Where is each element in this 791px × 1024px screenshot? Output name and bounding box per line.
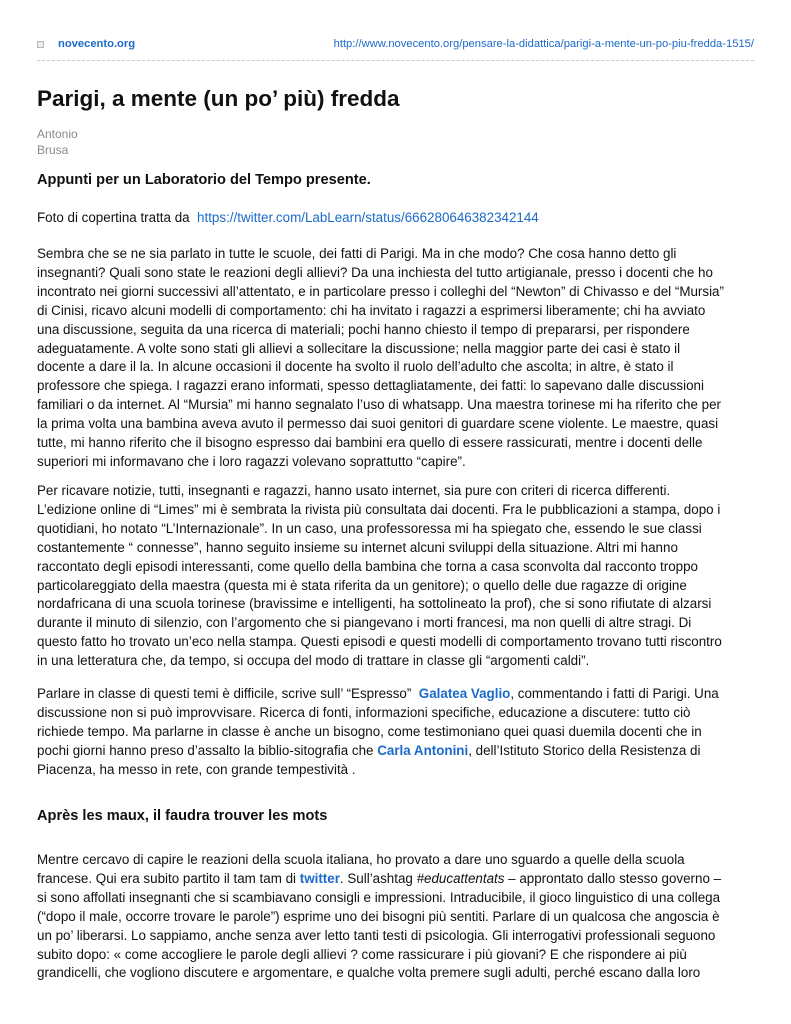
text-line: particolareggiato della maestra (questa mi è stata riferita da un genitore); o quello delle due ragazze di origine (37, 577, 687, 593)
text-segment: , commentando i fatti di Parigi. Una (510, 686, 719, 701)
text-line: una discussione, seguita da una ricerca di materiali; pochi hanno chiesto il tempo di prepararsi, per rispondere (37, 321, 690, 337)
photo-credit (37, 209, 755, 228)
text-segment: Parlare in classe di questi temi è difficile, scrive sull’ “Espresso” (37, 686, 412, 701)
text-line: superiori mi informavano che i loro ragazzi volevano soprattutto “capire”. (37, 453, 466, 469)
text-line: raccontato degli episodi interessanti, come quello della bambina che torna a casa sconvolta dal racconto troppo (37, 558, 699, 574)
twitter-link[interactable]: twitter (299, 870, 340, 886)
text-line: familiari o da internet. Al “Mursia” mi hanno segnalato l’uso di whatsapp. Una maestra torinese mi ha riferito che per (37, 397, 721, 413)
text-segment: francese. Qui era subito partito il tam tam di (37, 870, 296, 886)
section-heading: Après les maux, il faudra trouver les mots (37, 808, 328, 824)
hashtag: #educattentats (416, 870, 505, 886)
text-line: in una letteratura che, da tempo, si occupa del modo di trattare in classe gli “argomenti caldi”. (37, 653, 590, 669)
author-byline (37, 126, 78, 158)
text-line: incontrato nei giorni successivi all’attentato, e in particolare presso i colleghi del “Newton” di Chivasso e del “Mursia” (37, 283, 724, 299)
author-first-name: Antonio (37, 127, 78, 141)
text-segment: pochi giorni hanno preso d’assalto la biblio-sitografia che (37, 742, 374, 758)
text-line: Piacenza, ha messo in rete, con grande tempestività . (37, 761, 356, 777)
text-line: richiede tempo. Ma parlarne in classe è anche un bisogno, come testimoniano quei quasi duemila docenti che in (37, 723, 702, 739)
galatea-vaglio-link[interactable]: Galatea Vaglio (418, 686, 511, 701)
text-segment: , dell’Istituto Storico della Resistenza di (468, 742, 701, 758)
article-title: Parigi, a mente (un po’ più) fredda (37, 86, 400, 111)
text-line: insegnanti? Quali sono state le reazioni degli allievi? Da una inchiesta del tutto artigianale, presso i docenti che ho (37, 264, 713, 280)
text-line: durante il minuto di silenzio, con l’argomento che si piangevano i morti francesi, ma non quelli di altre stragi. Di (37, 615, 692, 631)
paragraph-1 (37, 245, 755, 472)
page-header (37, 30, 754, 60)
photo-credit-label: Foto di copertina tratta da (37, 210, 190, 225)
paragraph-2 (37, 482, 755, 671)
text-line: la prima volta una bambina aveva avuto il permesso dai suoi genitori di guardare scene violente. Le maestre, quasi (37, 416, 719, 432)
text-line: discussione non si può improvvisare. Ricerca di fonti, informazioni specifiche, educazione a discutere: tutto ciò (37, 704, 691, 720)
text-line: Sembra che se ne sia parlato in tutte le scuole, dei fatti di Parigi. Ma in che modo? Che cosa hanno detto gli (37, 246, 677, 261)
text-line: Mentre cercavo di capire le reazioni della scuola italiana, ho provato a dare uno sguardo a quelle della scuola (37, 852, 685, 867)
text-line: si sono affollati insegnanti che si scambiavano consigli e impressioni. Intraducibile, il gioco linguistico di una collega (37, 889, 721, 905)
text-line (37, 742, 755, 761)
author-last-name: Brusa (37, 143, 69, 157)
paragraph-4 (37, 851, 755, 983)
page-url-link[interactable]: http://www.novecento.org/pensare-la-didattica/parigi-a-mente-un-po-piu-fredda-1515/ (333, 38, 754, 50)
text-line: un po’ liberarsi. Lo sappiamo, anche senza aver letto tanti testi di psicologia. Gli interrogativi professionali seguono (37, 927, 716, 943)
text-line: questo fatto ho trovato un’eco nella stampa. Questi episodi e questi modelli di comportamento trovano tutti riscontro (37, 634, 722, 650)
text-line: grandicelli, che vogliono discutere e argomentare, e qualche volta premere sugli adulti, perché escano dalla loro (37, 965, 701, 981)
text-segment: – approntato dallo stesso governo – (504, 870, 722, 886)
text-line: di Cinisi, ricavo alcuni modelli di comportamento: chi ha invitato i ragazzi a esprimersi liberamente; chi ha avviato (37, 302, 706, 318)
site-link[interactable] (37, 38, 135, 50)
header-divider (37, 60, 754, 61)
carla-antonini-link[interactable]: Carla Antonini (377, 742, 469, 758)
text-line: Per ricavare notizie, tutti, insegnanti e ragazzi, hanno usato internet, sia pure con criteri di ricerca differenti. (37, 483, 671, 498)
text-line: nordafricana di una scuola torinese (bravissime e intelligenti, ha sottolineato la prof), che si sono rifiutate di alzarsi (37, 596, 712, 612)
text-line: adeguatamente. A volte sono stati gli allievi a sollecitare la discussione; nella maggior parte dei casi è stato il (37, 340, 681, 356)
text-segment: . Sull’ashtag (339, 870, 417, 886)
text-line (37, 870, 755, 889)
text-line: quotidiani, ho notato “L’Internazionale”. In un caso, una professoressa mi ha spiegato che, essendo le sue classi (37, 520, 702, 536)
paragraph-3 (37, 685, 755, 780)
text-line: tutte, mi hanno riferito che il bisogno espresso dai bambini era quello di essere rassicurati, mentre i docenti delle (37, 435, 703, 451)
photo-credit-link[interactable]: https://twitter.com/LabLearn/status/666280646382342144 (197, 210, 539, 225)
text-line (37, 685, 755, 704)
text-line: subito dopo: « come accogliere le parole degli allievi ? come rassicurare i più giovani? E che rispondere ai più (37, 946, 687, 962)
text-line: L’edizione online di “Limes” mi è sembrata la rivista più consultata dai docenti. Fra le pubblicazioni a stampa, dopo i (37, 501, 721, 517)
favicon-icon (37, 41, 44, 48)
site-name[interactable]: novecento.org (58, 38, 136, 50)
text-line: professore che spiega. I ragazzi erano informati, spesso dettagliatamente, dei fatti: lo sapevano dalle discussioni (37, 378, 704, 394)
text-line: (“dopo il male, occorre trovare le parole”) esprime uno dei bisogni più sentiti. Parlare di un qualcosa che angoscia è (37, 908, 720, 924)
article-subtitle: Appunti per un Laboratorio del Tempo presente. (37, 172, 371, 188)
text-line: costantemente “ connesse”, hanno seguito insieme su internet alcuni sviluppi della situazione. Altri mi hanno (37, 539, 678, 555)
text-line: docente a dare il la. In alcune occasioni il docente ha svolto il ruolo dell’adulto che ascolta; in altre, è stato il (37, 359, 674, 375)
